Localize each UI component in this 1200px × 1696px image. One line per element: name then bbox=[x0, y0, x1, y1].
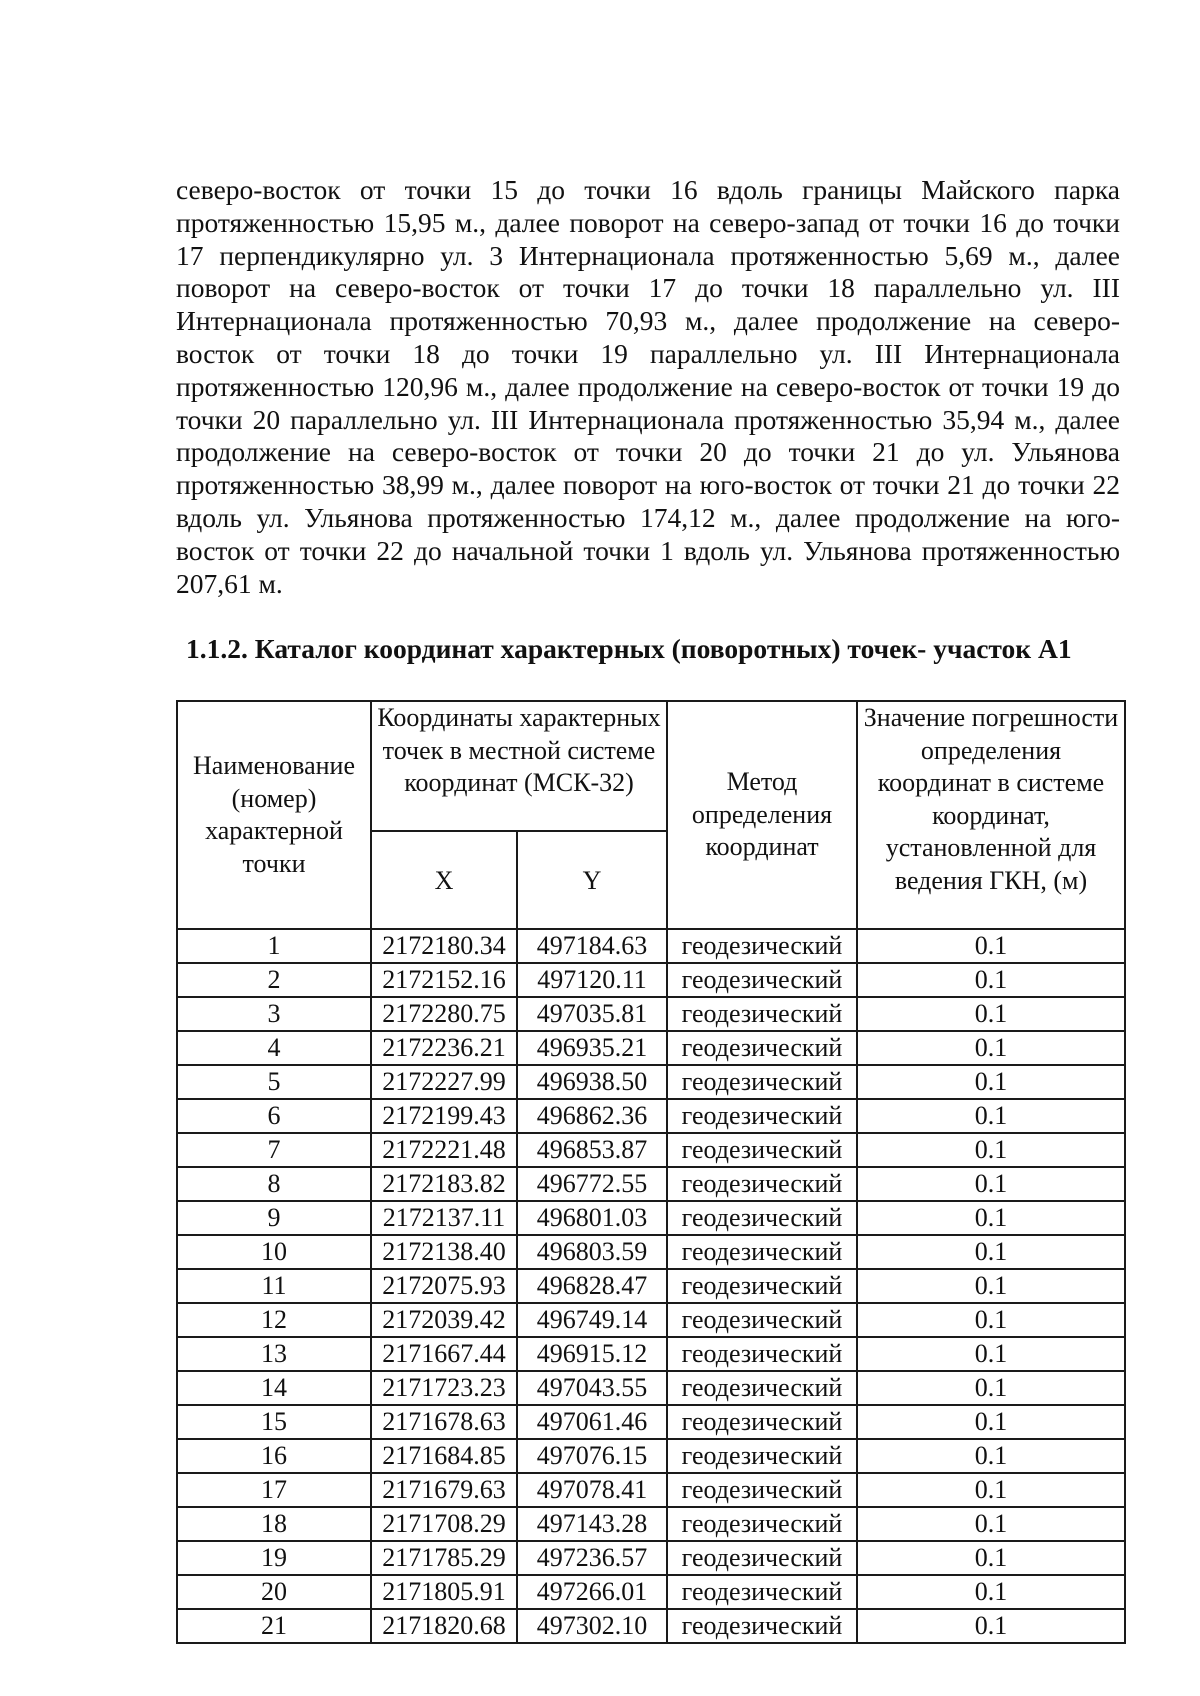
y-coordinate-cell: 497120.11 bbox=[517, 963, 667, 997]
y-coordinate-cell: 496862.36 bbox=[517, 1099, 667, 1133]
table-row bbox=[177, 1337, 1125, 1371]
point-number-cell: 10 bbox=[177, 1235, 371, 1269]
y-coordinate-cell: 496801.03 bbox=[517, 1201, 667, 1235]
y-coordinate-cell: 497076.15 bbox=[517, 1439, 667, 1473]
table-row bbox=[177, 1371, 1125, 1405]
point-number-cell: 15 bbox=[177, 1405, 371, 1439]
table-row bbox=[177, 997, 1125, 1031]
table-row bbox=[177, 1167, 1125, 1201]
point-number-cell: 2 bbox=[177, 963, 371, 997]
table-row bbox=[177, 1031, 1125, 1065]
table-row bbox=[177, 1201, 1125, 1235]
table-row bbox=[177, 1269, 1125, 1303]
method-cell: геодезический bbox=[667, 929, 857, 963]
x-coordinate-cell: 2172137.11 bbox=[371, 1201, 517, 1235]
x-coordinate-cell: 2171820.68 bbox=[371, 1609, 517, 1643]
method-cell: геодезический bbox=[667, 1031, 857, 1065]
y-coordinate-cell: 497078.41 bbox=[517, 1473, 667, 1507]
point-number-cell: 9 bbox=[177, 1201, 371, 1235]
method-cell: геодезический bbox=[667, 1473, 857, 1507]
method-cell: геодезический bbox=[667, 997, 857, 1031]
accuracy-cell: 0.1 bbox=[857, 1541, 1125, 1575]
table-row bbox=[177, 1541, 1125, 1575]
x-coordinate-cell: 2172138.40 bbox=[371, 1235, 517, 1269]
method-cell: геодезический bbox=[667, 1371, 857, 1405]
accuracy-cell: 0.1 bbox=[857, 1507, 1125, 1541]
point-number-cell: 3 bbox=[177, 997, 371, 1031]
table-row bbox=[177, 1439, 1125, 1473]
table-body bbox=[177, 929, 1125, 1643]
y-coordinate-cell: 496803.59 bbox=[517, 1235, 667, 1269]
body-paragraph: северо-восток от точки 15 до точки 16 вдоль границы Майского парка протяженностью 15,95 м., далее поворот на северо-запад от точки 16 до точки 17 перпендикулярно ул. 3 Интернационала протяженностью 5,69 м., далее поворот на северо-восток от точки 17 до точки 18 параллельно ул. III Интернационала протяженностью 70,93 м., далее продолжение на северо-восток от точки 18 до точки 19 параллельно ул. III Интернационала протяженностью 120,96 м., далее продолжение на северо-восток от точки 19 до точки 20 параллельно ул. III Интернационала протяженностью 35,94 м., далее продолжение на северо-восток от точки 20 до точки 21 до ул. Ульянова протяженностью 38,99 м., далее поворот на юго-восток от точки 21 до точки 22 вдоль ул. Ульянова протяженностью 174,12 м., далее продолжение на юго-восток от точки 22 до начальной точки 1 вдоль ул. Ульянова протяженностью 207,61 м. bbox=[176, 174, 1120, 599]
y-coordinate-cell: 497043.55 bbox=[517, 1371, 667, 1405]
method-cell: геодезический bbox=[667, 1269, 857, 1303]
y-coordinate-cell: 496772.55 bbox=[517, 1167, 667, 1201]
point-number-cell: 8 bbox=[177, 1167, 371, 1201]
point-number-cell: 17 bbox=[177, 1473, 371, 1507]
point-number-cell: 5 bbox=[177, 1065, 371, 1099]
accuracy-cell: 0.1 bbox=[857, 1609, 1125, 1643]
method-cell: геодезический bbox=[667, 1507, 857, 1541]
method-cell: геодезический bbox=[667, 1133, 857, 1167]
section-heading: 1.1.2. Каталог координат характерных (поворотных) точек- участок А1 bbox=[186, 633, 1072, 664]
x-coordinate-cell: 2171785.29 bbox=[371, 1541, 517, 1575]
y-coordinate-cell: 496853.87 bbox=[517, 1133, 667, 1167]
accuracy-cell: 0.1 bbox=[857, 1473, 1125, 1507]
point-number-cell: 18 bbox=[177, 1507, 371, 1541]
x-coordinate-cell: 2172199.43 bbox=[371, 1099, 517, 1133]
table-row bbox=[177, 1065, 1125, 1099]
point-number-cell: 14 bbox=[177, 1371, 371, 1405]
x-coordinate-cell: 2171678.63 bbox=[371, 1405, 517, 1439]
method-cell: геодезический bbox=[667, 1167, 857, 1201]
x-coordinate-cell: 2172236.21 bbox=[371, 1031, 517, 1065]
y-coordinate-cell: 497143.28 bbox=[517, 1507, 667, 1541]
x-coordinate-cell: 2171684.85 bbox=[371, 1439, 517, 1473]
accuracy-cell: 0.1 bbox=[857, 1133, 1125, 1167]
accuracy-cell: 0.1 bbox=[857, 1201, 1125, 1235]
x-coordinate-cell: 2171723.23 bbox=[371, 1371, 517, 1405]
y-coordinate-cell: 496749.14 bbox=[517, 1303, 667, 1337]
y-coordinate-cell: 497035.81 bbox=[517, 997, 667, 1031]
method-cell: геодезический bbox=[667, 1099, 857, 1133]
table-row bbox=[177, 1405, 1125, 1439]
accuracy-cell: 0.1 bbox=[857, 1065, 1125, 1099]
y-coordinate-cell: 497266.01 bbox=[517, 1575, 667, 1609]
header-x: X bbox=[371, 831, 517, 929]
point-number-cell: 16 bbox=[177, 1439, 371, 1473]
accuracy-cell: 0.1 bbox=[857, 1575, 1125, 1609]
accuracy-cell: 0.1 bbox=[857, 1405, 1125, 1439]
accuracy-cell: 0.1 bbox=[857, 1439, 1125, 1473]
x-coordinate-cell: 2171805.91 bbox=[371, 1575, 517, 1609]
point-number-cell: 12 bbox=[177, 1303, 371, 1337]
x-coordinate-cell: 2172221.48 bbox=[371, 1133, 517, 1167]
y-coordinate-cell: 496915.12 bbox=[517, 1337, 667, 1371]
method-cell: геодезический bbox=[667, 1065, 857, 1099]
x-coordinate-cell: 2172039.42 bbox=[371, 1303, 517, 1337]
header-coordinates: Координаты характерных точек в местной системе координат (МСК-32) bbox=[371, 701, 667, 831]
y-coordinate-cell: 496935.21 bbox=[517, 1031, 667, 1065]
method-cell: геодезический bbox=[667, 963, 857, 997]
table-row bbox=[177, 1133, 1125, 1167]
table-row bbox=[177, 1575, 1125, 1609]
point-number-cell: 20 bbox=[177, 1575, 371, 1609]
header-accuracy: Значение погрешности определения координат в системе координат, установленной для ведения ГКН, (м) bbox=[857, 701, 1125, 929]
method-cell: геодезический bbox=[667, 1575, 857, 1609]
method-cell: геодезический bbox=[667, 1303, 857, 1337]
point-number-cell: 19 bbox=[177, 1541, 371, 1575]
method-cell: геодезический bbox=[667, 1541, 857, 1575]
point-number-cell: 4 bbox=[177, 1031, 371, 1065]
table-row bbox=[177, 1303, 1125, 1337]
header-point-name: Наименование (номер) характерной точки bbox=[177, 701, 371, 929]
x-coordinate-cell: 2171679.63 bbox=[371, 1473, 517, 1507]
accuracy-cell: 0.1 bbox=[857, 997, 1125, 1031]
coordinates-table bbox=[176, 700, 1126, 1644]
x-coordinate-cell: 2172183.82 bbox=[371, 1167, 517, 1201]
x-coordinate-cell: 2171708.29 bbox=[371, 1507, 517, 1541]
y-coordinate-cell: 497302.10 bbox=[517, 1609, 667, 1643]
table-header bbox=[177, 701, 1125, 929]
point-number-cell: 1 bbox=[177, 929, 371, 963]
accuracy-cell: 0.1 bbox=[857, 1099, 1125, 1133]
y-coordinate-cell: 497184.63 bbox=[517, 929, 667, 963]
method-cell: геодезический bbox=[667, 1439, 857, 1473]
point-number-cell: 21 bbox=[177, 1609, 371, 1643]
x-coordinate-cell: 2172152.16 bbox=[371, 963, 517, 997]
accuracy-cell: 0.1 bbox=[857, 963, 1125, 997]
point-number-cell: 6 bbox=[177, 1099, 371, 1133]
accuracy-cell: 0.1 bbox=[857, 1303, 1125, 1337]
y-coordinate-cell: 496938.50 bbox=[517, 1065, 667, 1099]
y-coordinate-cell: 497236.57 bbox=[517, 1541, 667, 1575]
method-cell: геодезический bbox=[667, 1235, 857, 1269]
table-row bbox=[177, 1099, 1125, 1133]
x-coordinate-cell: 2171667.44 bbox=[371, 1337, 517, 1371]
accuracy-cell: 0.1 bbox=[857, 1337, 1125, 1371]
table-row bbox=[177, 1235, 1125, 1269]
accuracy-cell: 0.1 bbox=[857, 1031, 1125, 1065]
method-cell: геодезический bbox=[667, 1405, 857, 1439]
y-coordinate-cell: 497061.46 bbox=[517, 1405, 667, 1439]
point-number-cell: 11 bbox=[177, 1269, 371, 1303]
method-cell: геодезический bbox=[667, 1201, 857, 1235]
table-row bbox=[177, 963, 1125, 997]
method-cell: геодезический bbox=[667, 1609, 857, 1643]
accuracy-cell: 0.1 bbox=[857, 1235, 1125, 1269]
accuracy-cell: 0.1 bbox=[857, 1371, 1125, 1405]
point-number-cell: 7 bbox=[177, 1133, 371, 1167]
method-cell: геодезический bbox=[667, 1337, 857, 1371]
accuracy-cell: 0.1 bbox=[857, 1269, 1125, 1303]
x-coordinate-cell: 2172227.99 bbox=[371, 1065, 517, 1099]
accuracy-cell: 0.1 bbox=[857, 929, 1125, 963]
header-y: Y bbox=[517, 831, 667, 929]
table-row bbox=[177, 929, 1125, 963]
table-row bbox=[177, 1473, 1125, 1507]
point-number-cell: 13 bbox=[177, 1337, 371, 1371]
x-coordinate-cell: 2172280.75 bbox=[371, 997, 517, 1031]
y-coordinate-cell: 496828.47 bbox=[517, 1269, 667, 1303]
x-coordinate-cell: 2172075.93 bbox=[371, 1269, 517, 1303]
header-method: Метод определения координат bbox=[667, 701, 857, 929]
x-coordinate-cell: 2172180.34 bbox=[371, 929, 517, 963]
accuracy-cell: 0.1 bbox=[857, 1167, 1125, 1201]
table-row bbox=[177, 1507, 1125, 1541]
table-row bbox=[177, 1609, 1125, 1643]
